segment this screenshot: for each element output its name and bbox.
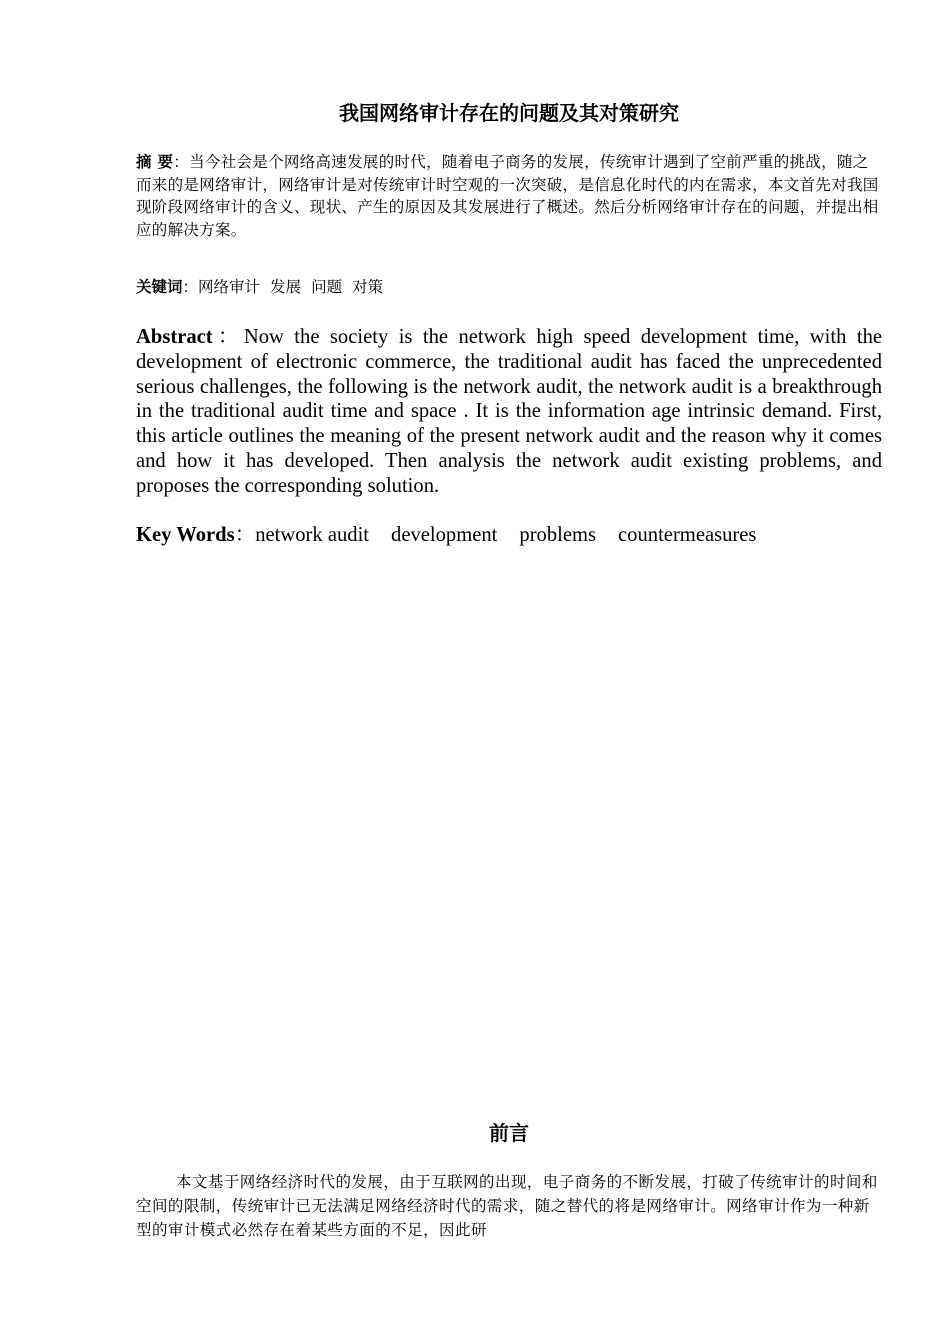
english-keywords-colon: ： xyxy=(234,524,256,546)
chinese-abstract-text: 当今社会是个网络高速发展的时代，随着电子商务的发展，传统审计遇到了空前严重的挑战，随之而来的是网络审计，网络审计是对传统审计时空观的一次突破，是信息化时代的内在需求，本文首先对我国现阶段网络审计的含义、现状、产生的原因及其发展进行了概述。然后分析网络审计存在的问题，并提出相应的解决方案。 xyxy=(136,153,879,239)
english-abstract-colon: ： xyxy=(212,326,244,348)
chinese-keyword: 问题 xyxy=(311,278,343,296)
english-abstract-text: Now the society is the network high speed development time, with the development of electronic commerce, the traditional audit has faced the unprecedented serious challenges, the following is the network audit, the network audit is a breakthrough in the traditional audit time and space . It is the information age intrinsic demand. First, this article outlines the meaning of the present network audit and the reason why it comes and how it has developed. Then analysis the network audit existing problems, and proposes the corresponding solution. xyxy=(136,326,883,497)
preface-paragraph: 本文基于网络经济时代的发展，由于互联网的出现，电子商务的不断发展，打破了传统审计的时间和空间的限制，传统审计已无法满足网络经济时代的需求，随之替代的将是网络审计。网络审计作为一种新型的审计模式必然存在着某些方面的不足，因此研 xyxy=(136,1173,878,1239)
document-title: 我国网络审计存在的问题及其对策研究 xyxy=(339,101,679,125)
english-keyword: problems xyxy=(519,524,597,546)
preface-heading: 前言 xyxy=(489,1121,529,1145)
chinese-keywords-colon: ： xyxy=(182,278,199,296)
chinese-keywords xyxy=(136,276,882,298)
english-abstract-label: Abstract xyxy=(136,326,213,348)
chinese-abstract-colon: ： xyxy=(173,153,190,171)
english-keywords-label: Key Words xyxy=(136,524,235,546)
chinese-abstract xyxy=(136,151,882,241)
chinese-keyword: 发展 xyxy=(270,278,302,296)
chinese-keywords-label: 关键词 xyxy=(136,278,183,296)
chinese-keyword: 对策 xyxy=(352,278,384,296)
english-keyword: countermeasures xyxy=(618,524,757,546)
english-abstract xyxy=(136,325,882,499)
chinese-keyword: 网络审计 xyxy=(198,278,261,296)
chinese-abstract-label: 摘 要 xyxy=(136,153,174,171)
english-keywords xyxy=(136,523,882,548)
english-keyword: development xyxy=(391,524,498,546)
english-keyword: network audit xyxy=(255,524,370,546)
